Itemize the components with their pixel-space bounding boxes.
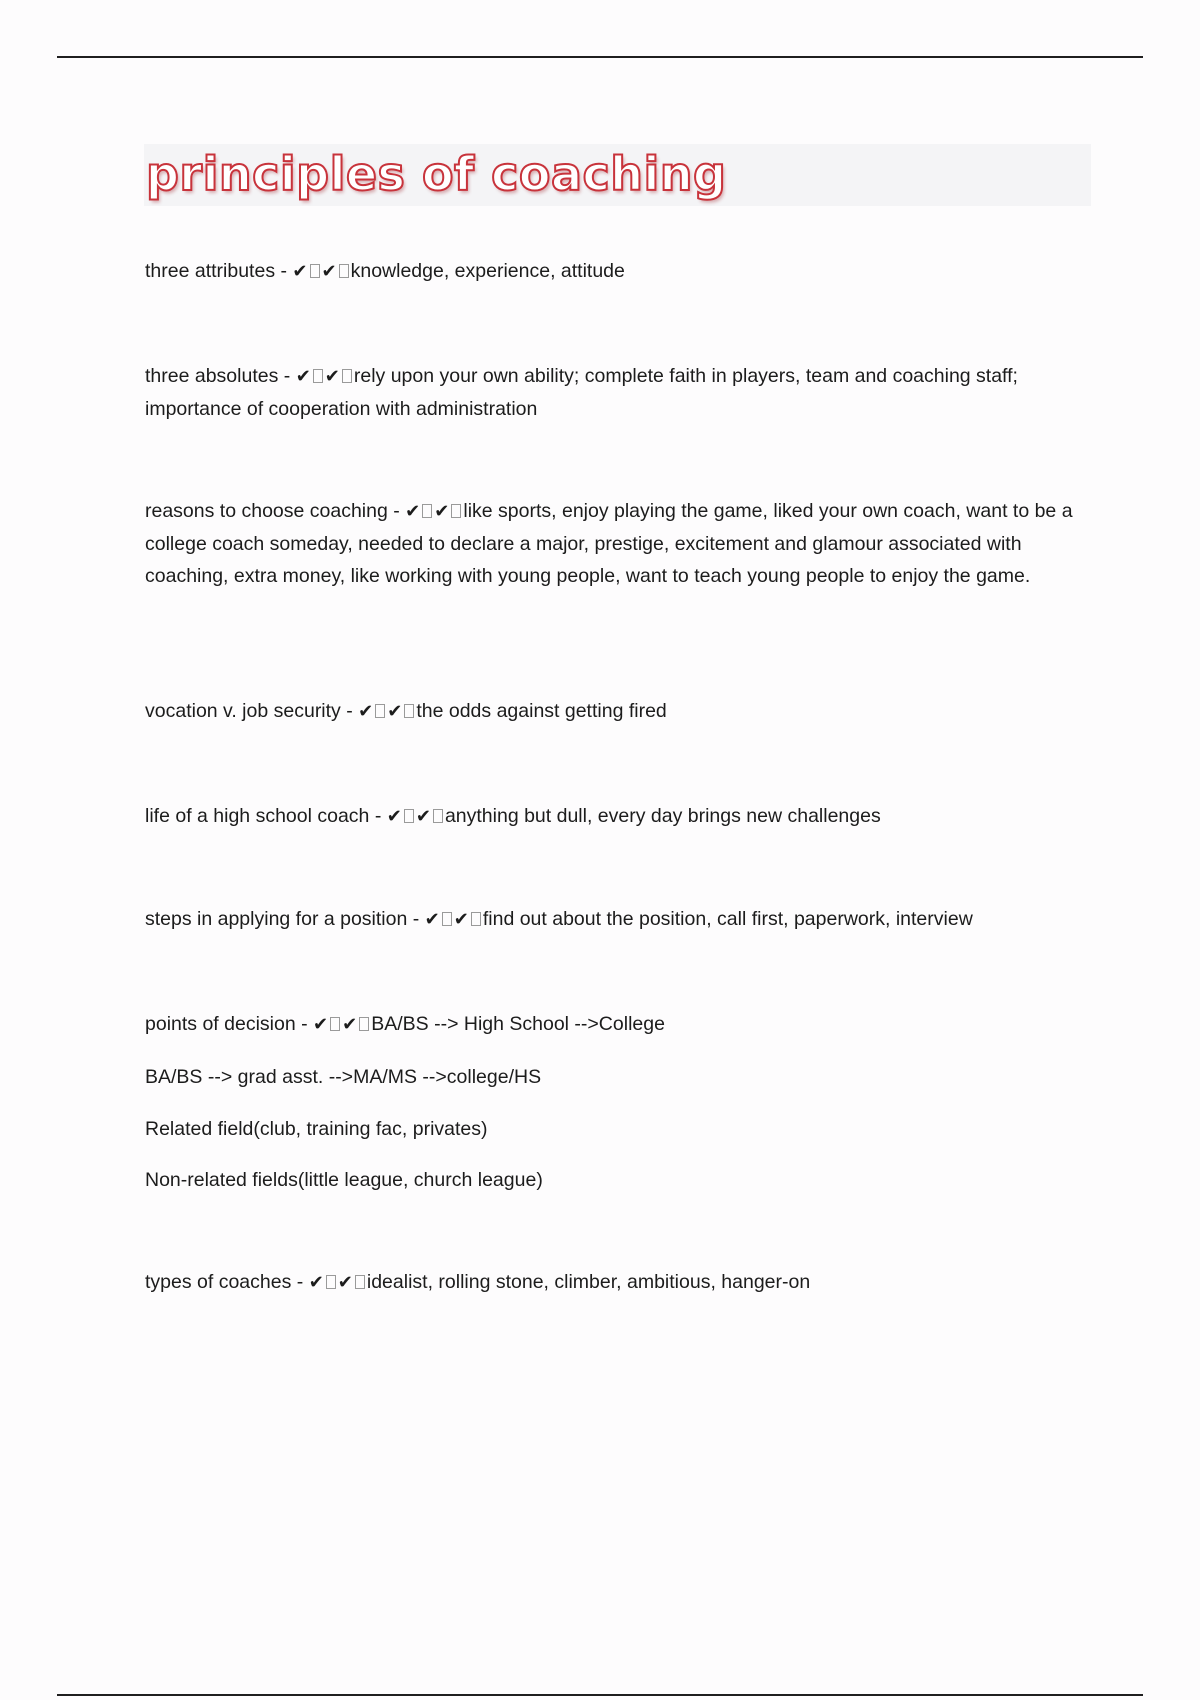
check-icon: ✔ — [342, 1014, 358, 1035]
entry-definition: BA/BS --> High School -->College — [371, 1013, 665, 1035]
check-icon: ✔ — [424, 909, 440, 930]
entry-line — [145, 1008, 1095, 1041]
entry-separator: - — [407, 908, 425, 930]
entry-term: vocation v. job security — [145, 700, 341, 722]
box-icon — [330, 1017, 340, 1031]
entry — [145, 255, 1095, 288]
box-icon — [404, 704, 414, 718]
check-icon: ✔ — [387, 701, 403, 722]
entry — [145, 1008, 1095, 1041]
entry-extra-line: Non-related fields(little league, church league) — [145, 1169, 543, 1191]
box-icon — [342, 369, 352, 383]
entry-separator: - — [369, 805, 387, 827]
bottom-rule — [57, 1694, 1143, 1696]
check-icon: ✔ — [308, 1272, 324, 1293]
entry-definition: anything but dull, every day brings new challenges — [444, 805, 881, 827]
box-icon — [310, 264, 320, 278]
check-icon: ✔ — [324, 366, 340, 387]
box-icon — [442, 912, 452, 926]
box-icon — [471, 912, 481, 926]
entry — [145, 360, 1095, 425]
entry-term: three absolutes — [145, 365, 279, 387]
entry-separator: - — [275, 260, 293, 282]
entry-extra-line: BA/BS --> grad asst. -->MA/MS -->college/HS — [145, 1066, 542, 1088]
box-icon — [422, 504, 432, 518]
box-icon — [339, 264, 349, 278]
entry-term: types of coaches — [145, 1271, 292, 1293]
check-icon: ✔ — [405, 501, 421, 522]
entry — [145, 495, 1095, 592]
check-icon: ✔ — [321, 261, 337, 282]
entry-extra-line: Related field(club, training fac, privates) — [145, 1118, 488, 1140]
entry — [145, 800, 1095, 833]
check-icon: ✔ — [453, 909, 469, 930]
entry-term: life of a high school coach — [145, 805, 370, 827]
check-icon: ✔ — [292, 261, 308, 282]
box-icon — [433, 809, 443, 823]
check-icon: ✔ — [434, 501, 450, 522]
box-icon — [375, 704, 385, 718]
box-icon — [404, 809, 414, 823]
check-icon: ✔ — [337, 1272, 353, 1293]
entry-separator: - — [295, 1013, 314, 1035]
entry-term: three attributes — [145, 260, 276, 282]
entry-line — [145, 695, 1095, 728]
entry-term: steps in applying for a position — [145, 908, 408, 930]
check-icon: ✔ — [358, 701, 374, 722]
entry-line — [145, 903, 1095, 936]
entry-term: reasons to choose coaching — [145, 500, 388, 522]
entry-term: points of decision — [145, 1013, 296, 1035]
check-icon: ✔ — [295, 366, 311, 387]
entry-definition: idealist, rolling stone, climber, ambitious, hanger-on — [366, 1271, 811, 1293]
entry — [145, 1266, 1095, 1299]
check-icon: ✔ — [386, 806, 402, 827]
check-icon: ✔ — [313, 1014, 329, 1035]
entry-line — [145, 255, 1095, 288]
entry-line — [145, 495, 1095, 592]
entry-separator: - — [387, 500, 406, 522]
entry-line — [145, 1266, 1095, 1299]
entry-definition: find out about the position, call first, paperwork, interview — [482, 908, 973, 930]
box-icon — [451, 504, 461, 518]
box-icon — [355, 1275, 365, 1289]
check-icon: ✔ — [415, 806, 431, 827]
entry-separator: - — [340, 700, 359, 722]
box-icon — [313, 369, 323, 383]
entry-line — [145, 360, 1095, 425]
entry-definition: knowledge, experience, attitude — [350, 260, 625, 282]
entry-definition: rely upon your own ability; complete faith in players, team and coaching staff; importance of cooperation with administration — [145, 365, 1018, 420]
top-rule — [57, 56, 1143, 58]
entry-line — [145, 800, 1095, 833]
box-icon — [326, 1275, 336, 1289]
entry-definition: like sports, enjoy playing the game, liked your own coach, want to be a college coach someday, needed to declare a major, prestige, excitement and glamour associated with coaching, extra money, like working with young people, want to teach young people to enjoy the game. — [145, 500, 1073, 587]
document-title: principles of coaching — [146, 147, 727, 201]
entry — [145, 695, 1095, 728]
entry-definition: the odds against getting fired — [416, 700, 667, 722]
entry-separator: - — [278, 365, 296, 387]
entry-separator: - — [291, 1271, 309, 1293]
entry — [145, 903, 1095, 936]
box-icon — [359, 1017, 369, 1031]
